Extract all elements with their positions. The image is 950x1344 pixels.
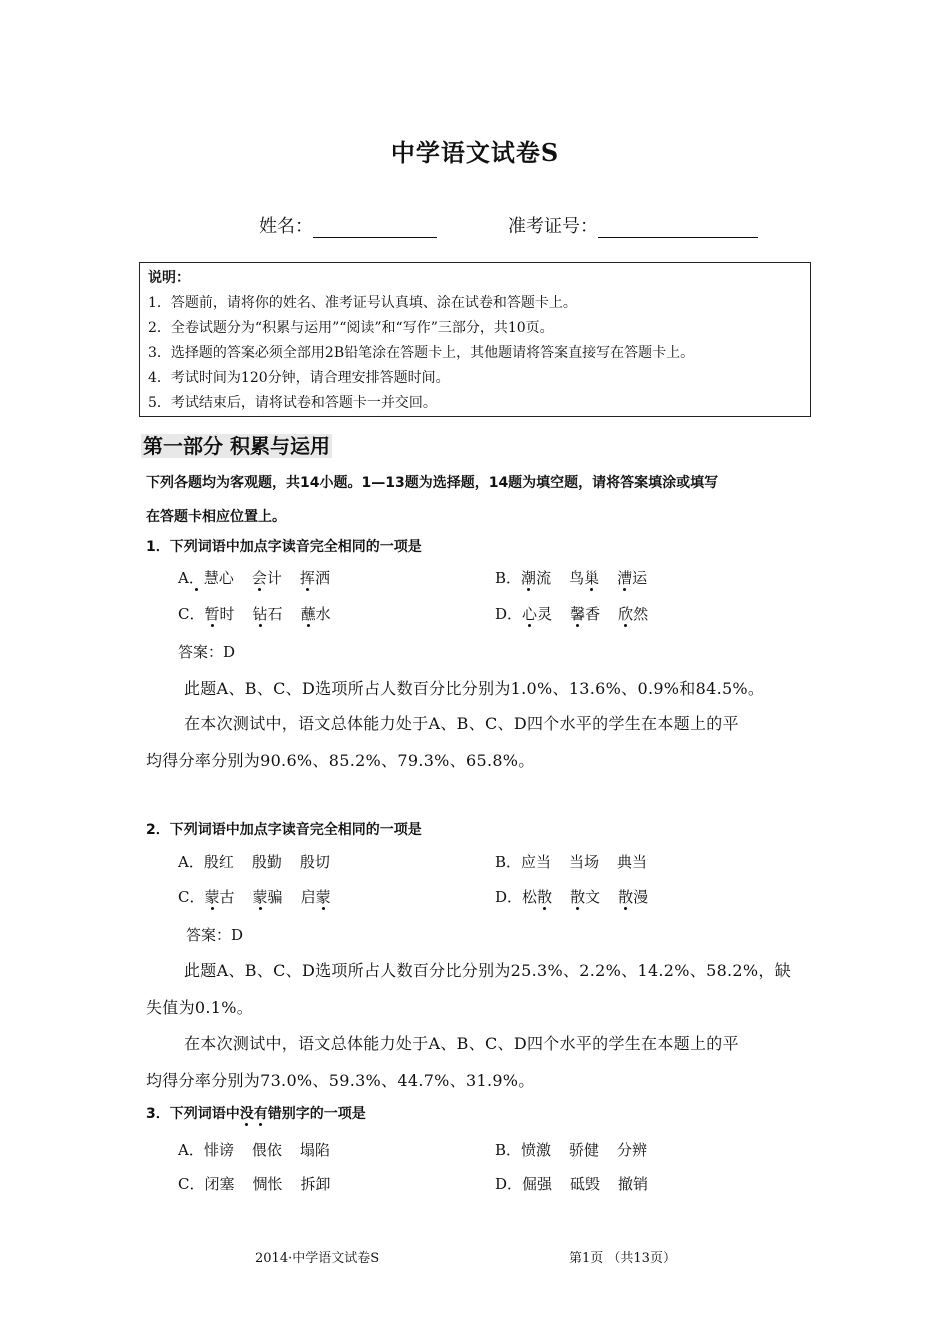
emphasis-dot-char: 巢	[584, 569, 600, 587]
instructions-heading: 说明：	[148, 270, 190, 286]
option-word: C．闭塞	[178, 1175, 235, 1193]
question-2-option-d	[495, 886, 666, 907]
instructions-box	[139, 262, 811, 417]
question-2-stat-line1: 此题A、B、C、D选项所占人数百分比分别为25.3%、2.2%、14.2%、58.2%，缺	[184, 961, 792, 980]
question-1-option-b	[495, 567, 665, 588]
section-heading	[141, 430, 332, 459]
option-word: 钻石	[252, 605, 283, 623]
emphasis-dot-char: 暂	[204, 605, 220, 623]
option-word: 蒙骗	[252, 888, 283, 906]
instruction-item: 3．选择题的答案必须全部用2B铅笔涂在答题卡上，其他题请将答案直接写在答题卡上。	[148, 345, 695, 361]
question-1-answer: 答案：D	[178, 643, 236, 661]
option-word: 分辨	[617, 1141, 648, 1159]
option-word: 欣然	[618, 605, 649, 623]
option-word: 挥洒	[299, 569, 330, 587]
option-word: 殷勤	[251, 853, 282, 871]
emphasis-dot-char: 蒙	[204, 888, 220, 906]
emphasis-dot-char: 馨	[570, 605, 586, 623]
option-word: 砥毁	[570, 1175, 601, 1193]
question-3-stem: 3．下列词语中没有错别字的一项是	[146, 1106, 366, 1122]
question-1-stem: 1．下列词语中加点字读音完全相同的一项是	[146, 539, 422, 555]
emphasis-dot-char: 潮	[521, 569, 537, 587]
emphasis-dot-char: 散	[618, 888, 634, 906]
question-2-option-c	[178, 886, 349, 907]
emphasis-dot-char: 会	[251, 569, 267, 587]
option-word: D．松散	[495, 888, 553, 906]
option-word: 漕运	[617, 569, 648, 587]
question-2-option-a	[178, 851, 348, 872]
option-word: B．潮流	[495, 569, 552, 587]
option-word: 鸟巢	[569, 569, 600, 587]
emphasis-dot-char: 漕	[617, 569, 633, 587]
option-word: D．倔强	[495, 1175, 553, 1193]
option-word: B．应当	[495, 853, 552, 871]
option-word: A．悱谤	[178, 1141, 234, 1159]
instruction-item: 4．考试时间为120分钟，请合理安排答题时间。	[148, 370, 450, 386]
emphasis-dot-char: 蒙	[252, 888, 268, 906]
question-1-option-c	[178, 603, 349, 624]
emphasis-dot-char: 有	[253, 1106, 268, 1122]
option-word: 散文	[570, 888, 601, 906]
question-2-answer: 答案：D	[186, 926, 244, 944]
question-1-rate-line2: 均得分率分别为90.6%、85.2%、79.3%、65.8%。	[146, 751, 535, 770]
option-word: D．心灵	[495, 605, 553, 623]
question-3-option-d	[495, 1173, 666, 1194]
section-instruction-line1: 下列各题均为客观题，共14小题。1—13题为选择题，14题为填空题，请将答案填涂或填写	[146, 475, 719, 491]
question-1-stat: 此题A、B、C、D选项所占人数百分比分别为1.0%、13.6%、0.9%和84.5%。	[184, 679, 765, 698]
emphasis-dot-char: 欣	[618, 605, 634, 623]
option-word: B．愤激	[495, 1141, 552, 1159]
option-word: C．蒙古	[178, 888, 235, 906]
question-2-stat-line2: 失值为0.1%。	[146, 998, 254, 1017]
emphasis-dot-char: 蒙	[315, 888, 331, 906]
question-3-option-b	[495, 1139, 665, 1160]
question-1-option-a	[178, 567, 348, 588]
exam-id-field	[508, 212, 758, 238]
option-word: 惆怅	[252, 1175, 283, 1193]
emphasis-dot-char: 散	[570, 888, 586, 906]
name-label: 姓名：	[259, 216, 313, 237]
question-2-option-b	[495, 851, 665, 872]
name-field	[259, 212, 437, 238]
name-blank	[313, 217, 437, 238]
option-word: 骄健	[569, 1141, 600, 1159]
question-2-stem: 2．下列词语中加点字读音完全相同的一项是	[146, 822, 422, 838]
option-word: 撤销	[618, 1175, 649, 1193]
question-1-option-d	[495, 603, 666, 624]
emphasis-dot-char: 没	[239, 1106, 254, 1122]
emphasis-dot-char: 心	[522, 605, 538, 623]
emphasis-dot-char: 蘸	[300, 605, 316, 623]
emphasis-dot-char: 钻	[252, 605, 268, 623]
option-word: A．慧心	[178, 569, 234, 587]
instruction-item: 5．考试结束后，请将试卷和答题卡一并交回。	[148, 395, 437, 411]
question-3-option-c	[178, 1173, 349, 1194]
section-title: 第一部分 积累与运用	[143, 434, 330, 458]
question-1-rate-line1: 在本次测试中，语文总体能力处于A、B、C、D四个水平的学生在本题上的平	[184, 714, 739, 733]
option-word: 蘸水	[300, 605, 331, 623]
footer-page-number: 第1页 （共13页）	[569, 1251, 676, 1266]
option-word: 馨香	[570, 605, 601, 623]
option-word: A．殷红	[178, 853, 234, 871]
section-instruction-line2: 在答题卡相应位置上。	[146, 509, 286, 525]
option-word: 塌陷	[299, 1141, 330, 1159]
emphasis-dot-char: ．	[188, 569, 204, 587]
question-3-option-a	[178, 1139, 348, 1160]
footer-title: 2014·中学语文试卷S	[255, 1251, 380, 1266]
exam-id-blank	[598, 217, 758, 238]
option-word: 拆卸	[300, 1175, 331, 1193]
option-word: 偎依	[251, 1141, 282, 1159]
option-word: 启蒙	[300, 888, 331, 906]
option-word: 殷切	[299, 853, 330, 871]
emphasis-dot-char: 散	[537, 888, 553, 906]
option-word: C．暂时	[178, 605, 235, 623]
instruction-item: 1．答题前，请将你的姓名、准考证号认真填、涂在试卷和答题卡上。	[148, 295, 577, 311]
question-2-rate-line1: 在本次测试中，语文总体能力处于A、B、C、D四个水平的学生在本题上的平	[184, 1034, 739, 1053]
option-word: 典当	[617, 853, 648, 871]
question-2-rate-line2: 均得分率分别为73.0%、59.3%、44.7%、31.9%。	[146, 1071, 535, 1090]
page-title: 中学语文试卷S	[390, 138, 560, 167]
emphasis-dot-char: 挥	[299, 569, 315, 587]
option-word: 当场	[569, 853, 600, 871]
option-word: 会计	[251, 569, 282, 587]
exam-id-label: 准考证号：	[508, 216, 598, 237]
option-word: 散漫	[618, 888, 649, 906]
instruction-item: 2．全卷试题分为“积累与运用”“阅读”和“写作”三部分，共10页。	[148, 320, 554, 336]
